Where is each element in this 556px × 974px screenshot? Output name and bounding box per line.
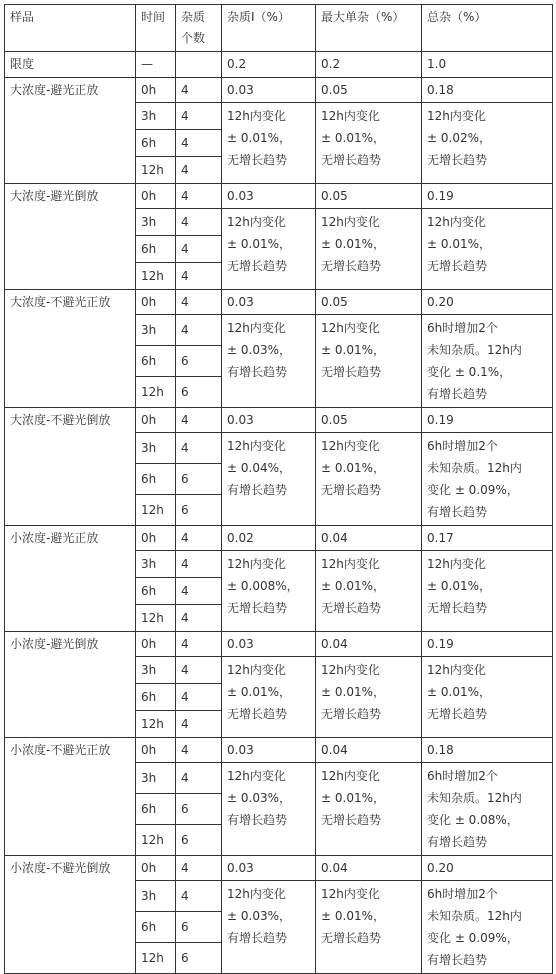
impurity-count-cell: 6 bbox=[176, 377, 222, 408]
time-cell: 0h bbox=[136, 78, 176, 103]
total-note-line: 有增长趋势 bbox=[427, 505, 488, 519]
max-single-note-line: 无增长趋势 bbox=[321, 601, 382, 615]
sample-name: 小浓度-不避光倒放 bbox=[5, 856, 136, 974]
impurity-count-cell: 4 bbox=[176, 526, 222, 551]
max-single-note-line: ± 0.01%， bbox=[321, 237, 385, 251]
time-cell: 0h bbox=[136, 290, 176, 315]
impurity-1-note-line: ± 0.03%， bbox=[227, 343, 291, 357]
impurity-1-note bbox=[222, 551, 316, 632]
total-note-line: 12h内变化 bbox=[427, 215, 486, 229]
limit-row bbox=[5, 52, 553, 78]
time-cell: 12h bbox=[136, 605, 176, 632]
total-note-line: 有增长趋势 bbox=[427, 387, 488, 401]
total-note bbox=[422, 551, 553, 632]
total-note-line: ± 0.02%， bbox=[427, 131, 491, 145]
max-single-cell: 0.05 bbox=[316, 290, 422, 315]
total-cell: 0.20 bbox=[422, 856, 553, 881]
header-time: 时间 bbox=[136, 5, 176, 52]
impurity-count-cell: 4 bbox=[176, 605, 222, 632]
header-impurity-count-line1: 杂质 bbox=[181, 10, 206, 24]
impurity-1-note-line: 有增长趋势 bbox=[227, 813, 288, 827]
impurity-1-note bbox=[222, 103, 316, 184]
impurity-count-cell: 4 bbox=[176, 433, 222, 464]
sample-name: 小浓度-避光倒放 bbox=[5, 632, 136, 738]
header-impurity-count bbox=[176, 5, 222, 52]
impurity-1-note-line: 12h内变化 bbox=[227, 439, 286, 453]
impurity-count-cell: 6 bbox=[176, 793, 222, 825]
group-row-first bbox=[5, 526, 553, 551]
total-note bbox=[422, 315, 553, 408]
total-cell: 0.19 bbox=[422, 408, 553, 433]
impurity-count-cell: 4 bbox=[176, 684, 222, 711]
sample-name: 小浓度-不避光正放 bbox=[5, 738, 136, 856]
impurity-1-note-line: 无增长趋势 bbox=[227, 259, 288, 273]
impurity-1-note-line: 无增长趋势 bbox=[227, 707, 288, 721]
impurity-1-note-line: 12h内变化 bbox=[227, 663, 286, 677]
impurity-count-cell: 4 bbox=[176, 236, 222, 263]
impurity-1-note bbox=[222, 881, 316, 974]
limit-count bbox=[176, 52, 222, 78]
time-cell: 6h bbox=[136, 911, 176, 943]
sample-name: 小浓度-避光正放 bbox=[5, 526, 136, 632]
header-row bbox=[5, 5, 553, 52]
time-cell: 0h bbox=[136, 856, 176, 881]
total-note-line: 变化 ± 0.08%， bbox=[427, 813, 519, 827]
impurity-count-cell: 4 bbox=[176, 184, 222, 209]
total-note-line: 无增长趋势 bbox=[427, 707, 488, 721]
impurity-1-cell: 0.03 bbox=[222, 78, 316, 103]
time-cell: 6h bbox=[136, 578, 176, 605]
max-single-note bbox=[316, 881, 422, 974]
max-single-cell: 0.05 bbox=[316, 408, 422, 433]
time-cell: 3h bbox=[136, 315, 176, 346]
impurity-count-cell: 6 bbox=[176, 495, 222, 526]
total-note-line: 6h时增加2个 bbox=[427, 321, 498, 335]
max-single-note-line: 无增长趋势 bbox=[321, 153, 382, 167]
time-cell: 3h bbox=[136, 551, 176, 578]
max-single-note-line: ± 0.01%， bbox=[321, 791, 385, 805]
impurity-count-cell: 4 bbox=[176, 763, 222, 794]
impurity-1-cell: 0.03 bbox=[222, 632, 316, 657]
max-single-note-line: ± 0.01%， bbox=[321, 343, 385, 357]
limit-time: — bbox=[136, 52, 176, 78]
max-single-note-line: 无增长趋势 bbox=[321, 707, 382, 721]
impurity-1-note-line: 12h内变化 bbox=[227, 887, 286, 901]
impurity-1-note-line: 12h内变化 bbox=[227, 769, 286, 783]
header-impurity-count-line2: 个数 bbox=[181, 31, 206, 45]
total-note-line: 无增长趋势 bbox=[427, 259, 488, 273]
time-cell: 0h bbox=[136, 408, 176, 433]
impurity-count-cell: 4 bbox=[176, 78, 222, 103]
total-note-line: 无增长趋势 bbox=[427, 153, 488, 167]
time-cell: 12h bbox=[136, 825, 176, 856]
impurity-1-note-line: 有增长趋势 bbox=[227, 483, 288, 497]
impurity-1-note-line: ± 0.008%， bbox=[227, 579, 299, 593]
max-single-note bbox=[316, 551, 422, 632]
group-row-first bbox=[5, 78, 553, 103]
header-max-single: 最大单杂（%） bbox=[316, 5, 422, 52]
time-cell: 3h bbox=[136, 209, 176, 236]
total-note-line: 未知杂质。12h内 bbox=[427, 461, 522, 475]
total-note-line: 有增长趋势 bbox=[427, 835, 488, 849]
total-note bbox=[422, 763, 553, 856]
impurity-1-note bbox=[222, 209, 316, 290]
time-cell: 6h bbox=[136, 684, 176, 711]
impurity-count-cell: 6 bbox=[176, 943, 222, 974]
group-row-first bbox=[5, 632, 553, 657]
total-note bbox=[422, 209, 553, 290]
max-single-note-line: 12h内变化 bbox=[321, 557, 380, 571]
sample-name: 大浓度-不避光正放 bbox=[5, 290, 136, 408]
max-single-cell: 0.04 bbox=[316, 738, 422, 763]
impurity-1-cell: 0.03 bbox=[222, 408, 316, 433]
total-note-line: 未知杂质。12h内 bbox=[427, 343, 522, 357]
max-single-note bbox=[316, 657, 422, 738]
impurity-count-cell: 6 bbox=[176, 911, 222, 943]
impurity-1-note bbox=[222, 657, 316, 738]
total-note-line: 12h内变化 bbox=[427, 663, 486, 677]
total-cell: 0.19 bbox=[422, 632, 553, 657]
max-single-note bbox=[316, 763, 422, 856]
impurity-count-cell: 6 bbox=[176, 463, 222, 495]
impurity-stability-table bbox=[4, 4, 553, 974]
max-single-note bbox=[316, 315, 422, 408]
max-single-note bbox=[316, 103, 422, 184]
impurity-count-cell: 4 bbox=[176, 103, 222, 130]
time-cell: 3h bbox=[136, 881, 176, 912]
impurity-1-note-line: 12h内变化 bbox=[227, 215, 286, 229]
total-note-line: 未知杂质。12h内 bbox=[427, 909, 522, 923]
total-cell: 0.18 bbox=[422, 738, 553, 763]
total-note bbox=[422, 433, 553, 526]
impurity-1-note-line: ± 0.01%， bbox=[227, 131, 291, 145]
impurity-1-note-line: 12h内变化 bbox=[227, 557, 286, 571]
impurity-count-cell: 4 bbox=[176, 315, 222, 346]
impurity-1-note-line: 无增长趋势 bbox=[227, 153, 288, 167]
impurity-1-note bbox=[222, 763, 316, 856]
max-single-note-line: ± 0.01%， bbox=[321, 685, 385, 699]
impurity-1-note-line: ± 0.03%， bbox=[227, 791, 291, 805]
impurity-1-note-line: ± 0.04%， bbox=[227, 461, 291, 475]
time-cell: 6h bbox=[136, 130, 176, 157]
total-note-line: ± 0.01%， bbox=[427, 237, 491, 251]
total-note-line: 有增长趋势 bbox=[427, 953, 488, 967]
time-cell: 3h bbox=[136, 103, 176, 130]
max-single-note-line: ± 0.01%， bbox=[321, 909, 385, 923]
total-note-line: 12h内变化 bbox=[427, 109, 486, 123]
time-cell: 0h bbox=[136, 632, 176, 657]
max-single-cell: 0.04 bbox=[316, 632, 422, 657]
total-cell: 0.20 bbox=[422, 290, 553, 315]
max-single-note-line: 12h内变化 bbox=[321, 215, 380, 229]
total-note-line: 12h内变化 bbox=[427, 557, 486, 571]
total-note-line: 无增长趋势 bbox=[427, 601, 488, 615]
total-note-line: 6h时增加2个 bbox=[427, 769, 498, 783]
impurity-1-note-line: 无增长趋势 bbox=[227, 601, 288, 615]
total-note-line: 未知杂质。12h内 bbox=[427, 791, 522, 805]
max-single-note-line: 12h内变化 bbox=[321, 321, 380, 335]
impurity-count-cell: 4 bbox=[176, 881, 222, 912]
impurity-1-note-line: ± 0.01%， bbox=[227, 685, 291, 699]
max-single-cell: 0.04 bbox=[316, 856, 422, 881]
impurity-1-cell: 0.02 bbox=[222, 526, 316, 551]
total-cell: 0.18 bbox=[422, 78, 553, 103]
max-single-cell: 0.04 bbox=[316, 526, 422, 551]
max-single-note bbox=[316, 433, 422, 526]
time-cell: 6h bbox=[136, 793, 176, 825]
total-cell: 0.17 bbox=[422, 526, 553, 551]
group-row-first bbox=[5, 184, 553, 209]
total-note-line: ± 0.01%， bbox=[427, 579, 491, 593]
limit-impurity-1: 0.2 bbox=[222, 52, 316, 78]
impurity-count-cell: 4 bbox=[176, 157, 222, 184]
impurity-1-note-line: 12h内变化 bbox=[227, 321, 286, 335]
max-single-note-line: 12h内变化 bbox=[321, 887, 380, 901]
impurity-1-cell: 0.03 bbox=[222, 184, 316, 209]
time-cell: 12h bbox=[136, 157, 176, 184]
time-cell: 3h bbox=[136, 763, 176, 794]
impurity-1-note-line: ± 0.01%， bbox=[227, 237, 291, 251]
header-total: 总杂（%） bbox=[422, 5, 553, 52]
group-row-first bbox=[5, 738, 553, 763]
max-single-note-line: 无增长趋势 bbox=[321, 813, 382, 827]
max-single-note-line: 12h内变化 bbox=[321, 769, 380, 783]
impurity-count-cell: 6 bbox=[176, 825, 222, 856]
max-single-note-line: 无增长趋势 bbox=[321, 931, 382, 945]
max-single-note-line: 无增长趋势 bbox=[321, 365, 382, 379]
impurity-1-note bbox=[222, 315, 316, 408]
limit-max-single: 0.2 bbox=[316, 52, 422, 78]
total-note bbox=[422, 657, 553, 738]
group-row-first bbox=[5, 290, 553, 315]
max-single-note bbox=[316, 209, 422, 290]
max-single-note-line: ± 0.01%， bbox=[321, 131, 385, 145]
total-note-line: ± 0.01%， bbox=[427, 685, 491, 699]
time-cell: 0h bbox=[136, 526, 176, 551]
total-cell: 0.19 bbox=[422, 184, 553, 209]
time-cell: 3h bbox=[136, 433, 176, 464]
impurity-count-cell: 4 bbox=[176, 578, 222, 605]
limit-label: 限度 bbox=[5, 52, 136, 78]
max-single-cell: 0.05 bbox=[316, 78, 422, 103]
impurity-1-note-line: 有增长趋势 bbox=[227, 931, 288, 945]
time-cell: 12h bbox=[136, 263, 176, 290]
max-single-note-line: 无增长趋势 bbox=[321, 259, 382, 273]
time-cell: 0h bbox=[136, 738, 176, 763]
time-cell: 6h bbox=[136, 236, 176, 263]
total-note-line: 6h时增加2个 bbox=[427, 887, 498, 901]
time-cell: 3h bbox=[136, 657, 176, 684]
group-row-first bbox=[5, 408, 553, 433]
impurity-count-cell: 4 bbox=[176, 856, 222, 881]
max-single-note-line: ± 0.01%， bbox=[321, 461, 385, 475]
total-note bbox=[422, 103, 553, 184]
time-cell: 6h bbox=[136, 463, 176, 495]
impurity-1-note-line: 有增长趋势 bbox=[227, 365, 288, 379]
time-cell: 12h bbox=[136, 943, 176, 974]
total-note-line: 变化 ± 0.09%， bbox=[427, 931, 519, 945]
max-single-note-line: 无增长趋势 bbox=[321, 483, 382, 497]
impurity-count-cell: 4 bbox=[176, 711, 222, 738]
impurity-count-cell: 4 bbox=[176, 657, 222, 684]
impurity-count-cell: 4 bbox=[176, 263, 222, 290]
header-sample: 样品 bbox=[5, 5, 136, 52]
impurity-count-cell: 4 bbox=[176, 632, 222, 657]
sample-name: 大浓度-避光倒放 bbox=[5, 184, 136, 290]
max-single-note-line: 12h内变化 bbox=[321, 663, 380, 677]
total-note-line: 变化 ± 0.1%， bbox=[427, 365, 512, 379]
max-single-note-line: 12h内变化 bbox=[321, 109, 380, 123]
limit-total: 1.0 bbox=[422, 52, 553, 78]
max-single-cell: 0.05 bbox=[316, 184, 422, 209]
max-single-note-line: ± 0.01%， bbox=[321, 579, 385, 593]
total-note bbox=[422, 881, 553, 974]
header-impurity-1: 杂质Ⅰ（%） bbox=[222, 5, 316, 52]
impurity-1-note-line: 12h内变化 bbox=[227, 109, 286, 123]
impurity-1-cell: 0.03 bbox=[222, 738, 316, 763]
sample-name: 大浓度-避光正放 bbox=[5, 78, 136, 184]
impurity-count-cell: 6 bbox=[176, 345, 222, 377]
impurity-count-cell: 4 bbox=[176, 290, 222, 315]
impurity-count-cell: 4 bbox=[176, 209, 222, 236]
max-single-note-line: 12h内变化 bbox=[321, 439, 380, 453]
impurity-1-cell: 0.03 bbox=[222, 290, 316, 315]
impurity-1-note-line: ± 0.03%， bbox=[227, 909, 291, 923]
time-cell: 12h bbox=[136, 377, 176, 408]
impurity-count-cell: 4 bbox=[176, 551, 222, 578]
total-note-line: 6h时增加2个 bbox=[427, 439, 498, 453]
total-note-line: 变化 ± 0.09%， bbox=[427, 483, 519, 497]
time-cell: 0h bbox=[136, 184, 176, 209]
sample-name: 大浓度-不避光倒放 bbox=[5, 408, 136, 526]
impurity-count-cell: 4 bbox=[176, 130, 222, 157]
impurity-1-note bbox=[222, 433, 316, 526]
impurity-count-cell: 4 bbox=[176, 738, 222, 763]
time-cell: 6h bbox=[136, 345, 176, 377]
impurity-1-cell: 0.03 bbox=[222, 856, 316, 881]
time-cell: 12h bbox=[136, 711, 176, 738]
impurity-count-cell: 4 bbox=[176, 408, 222, 433]
time-cell: 12h bbox=[136, 495, 176, 526]
